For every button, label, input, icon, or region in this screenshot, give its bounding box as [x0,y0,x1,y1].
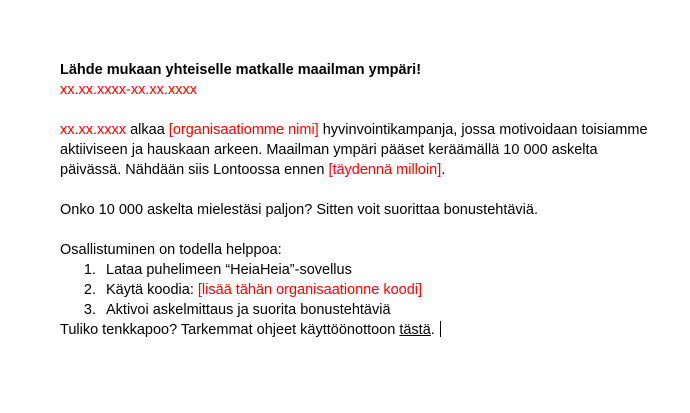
step-item [60,280,660,300]
step-text [106,280,422,300]
date-range-placeholder: xx.xx.xxxx-xx.xx.xxxx [60,82,197,98]
intro-text-1: alkaa [126,122,169,138]
document-title: Lähde mukaan yhteiselle matkalle maailman ympäri! [60,62,422,78]
step-item [60,300,660,320]
steps-list [60,260,660,320]
help-text-end: . [430,322,435,338]
blank-line [60,100,660,120]
intro-line-1 [60,120,660,140]
date-placeholder: xx.xx.xxxx [60,122,127,138]
step-number: 3. [83,302,96,318]
step-text: Aktivoi askelmittaus ja suorita bonustehtäviä [106,302,391,318]
step-item [60,260,660,280]
intro-text-3: päivässä. Nähdään siis Lontoossa ennen [60,162,329,178]
document-body[interactable] [60,60,660,340]
help-line [60,320,660,340]
code-placeholder: [lisää tähän organisaationne koodi] [197,282,423,298]
blank-line [60,220,660,240]
blank-line [60,180,660,200]
intro-line-2: aktiiviseen ja hauskaan arkeen. Maailman ympäri pääset keräämällä 10 000 askelta [60,142,598,158]
organisation-placeholder: [organisaatiomme nimi] [168,122,319,138]
when-placeholder: [täydennä milloin] [328,162,442,178]
intro-line-3 [60,160,660,180]
step-number: 1. [83,262,96,278]
step-number: 2. [83,282,96,298]
step-text-label: Käytä koodia: [106,282,198,298]
bonus-paragraph: Onko 10 000 askelta mielestäsi paljon? Sitten voit suorittaa bonustehtäviä. [60,202,538,218]
instructions-link[interactable]: tästä [399,322,431,338]
steps-heading: Osallistuminen on todella helppoa: [60,242,282,258]
text-cursor [440,321,442,337]
help-text: Tuliko tenkkapoo? Tarkemmat ohjeet käyttöönottoon [60,322,400,338]
intro-text-3-end: . [441,162,446,178]
step-text: Lataa puhelimeen “HeiaHeia”-sovellus [106,262,352,278]
intro-text-2: hyvinvointikampanja, jossa motivoidaan toisiamme [318,122,648,138]
